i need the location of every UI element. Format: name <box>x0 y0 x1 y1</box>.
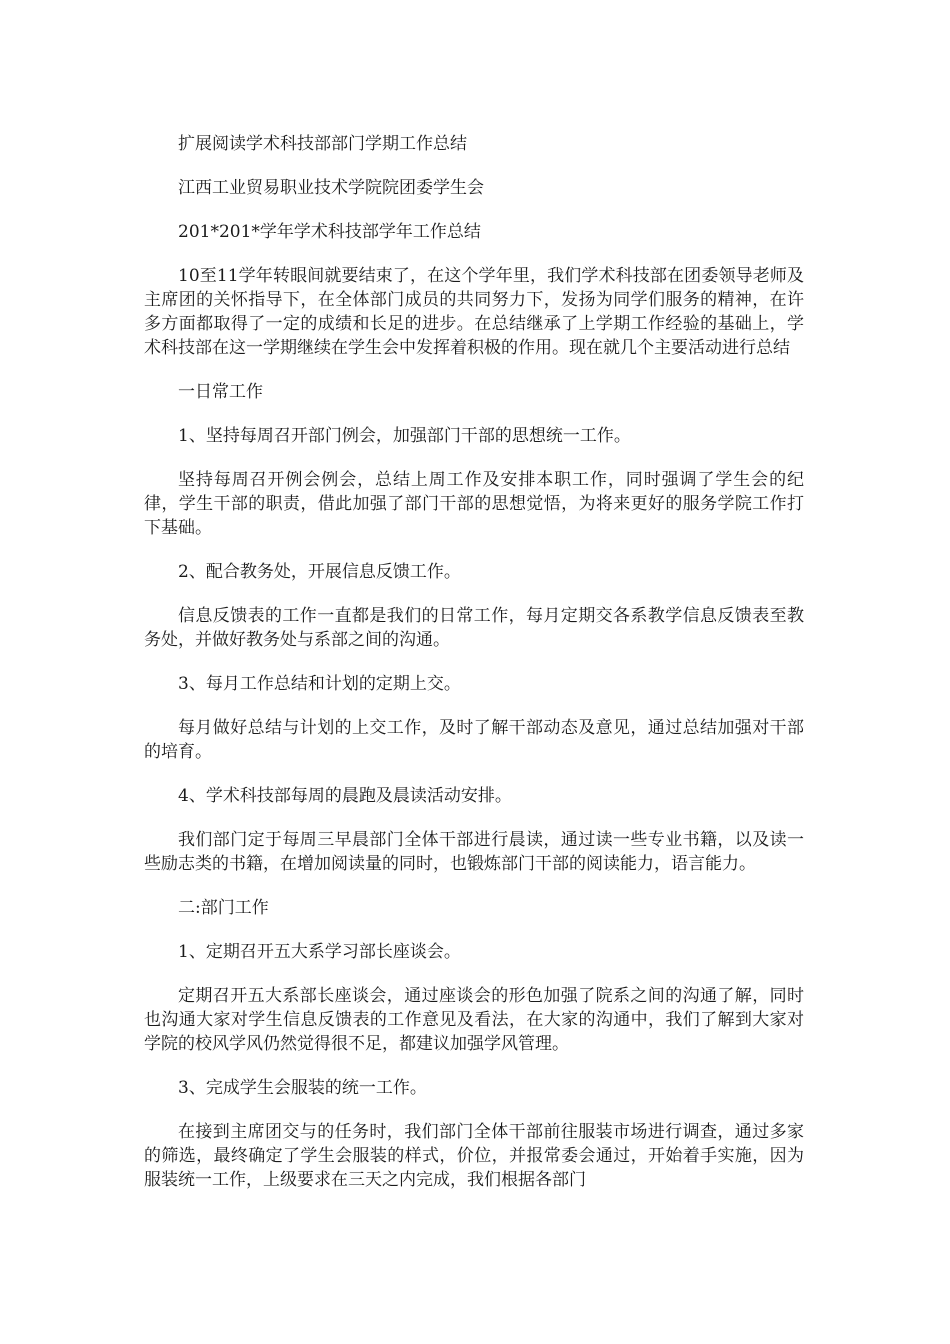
intro-paragraph: 10至11学年转眼间就要结束了，在这个学年里，我们学术科技部在团委领导老师及主席团的关怀指导下，在全体部门成员的共同努力下，发扬为同学们服务的精神，在许多方面都取得了一定的成绩和长足的进步。在总结继承了上学期工作经验的基础上，学术科技部在这一学期继续在学生会中发挥着积极的作用。现在就几个主要活动进行总结 <box>144 266 804 358</box>
doc-title: 扩展阅读学术科技部部门学期工作总结 <box>178 134 467 154</box>
item-heading-uniform: 3、完成学生会服装的统一工作。 <box>178 1078 427 1098</box>
item-heading-feedback: 2、配合教务处，开展信息反馈工作。 <box>178 562 461 582</box>
item-heading-morning-activities: 4、学术科技部每周的晨跑及晨读活动安排。 <box>178 786 512 806</box>
document-body <box>144 132 804 1212</box>
item-body-morning-activities: 我们部门定于每周三早晨部门全体干部进行晨读，通过读一些专业书籍，以及读一些励志类的书籍，在增加阅读量的同时，也锻炼部门干部的阅读能力，语言能力。 <box>144 830 804 874</box>
doc-subtitle: 201*201*学年学术科技部学年工作总结 <box>178 222 481 242</box>
item-body-feedback: 信息反馈表的工作一直都是我们的日常工作，每月定期交各系教学信息反馈表至教务处，并做好教务处与系部之间的沟通。 <box>144 606 804 650</box>
item-body-symposium: 定期召开五大系部长座谈会，通过座谈会的形色加强了院系之间的沟通了解，同时也沟通大家对学生信息反馈表的工作意见及看法，在大家的沟通中，我们了解到大家对学院的校风学风仍然觉得很不足，都建议加强学风管理。 <box>144 986 804 1054</box>
item-heading-monthly-summary: 3、每月工作总结和计划的定期上交。 <box>178 674 461 694</box>
item-body-monthly-summary: 每月做好总结与计划的上交工作，及时了解干部动态及意见，通过总结加强对干部的培育。 <box>144 718 804 762</box>
section-heading-daily-work: 一日常工作 <box>178 382 263 402</box>
doc-organization: 江西工业贸易职业技术学院院团委学生会 <box>178 178 484 198</box>
item-body-uniform: 在接到主席团交与的任务时，我们部门全体干部前往服装市场进行调查，通过多家的筛选，最终确定了学生会服装的样式，价位，并报常委会通过，开始着手实施，因为服装统一工作，上级要求在三天之内完成，我们根据各部门 <box>144 1122 804 1190</box>
item-body-weekly-meeting: 坚持每周召开例会例会，总结上周工作及安排本职工作，同时强调了学生会的纪律，学生干部的职责，借此加强了部门干部的思想觉悟，为将来更好的服务学院工作打下基础。 <box>144 470 804 538</box>
item-heading-symposium: 1、定期召开五大系学习部长座谈会。 <box>178 942 461 962</box>
item-heading-weekly-meeting: 1、坚持每周召开部门例会，加强部门干部的思想统一工作。 <box>178 426 631 446</box>
section-heading-department-work: 二:部门工作 <box>178 898 269 918</box>
